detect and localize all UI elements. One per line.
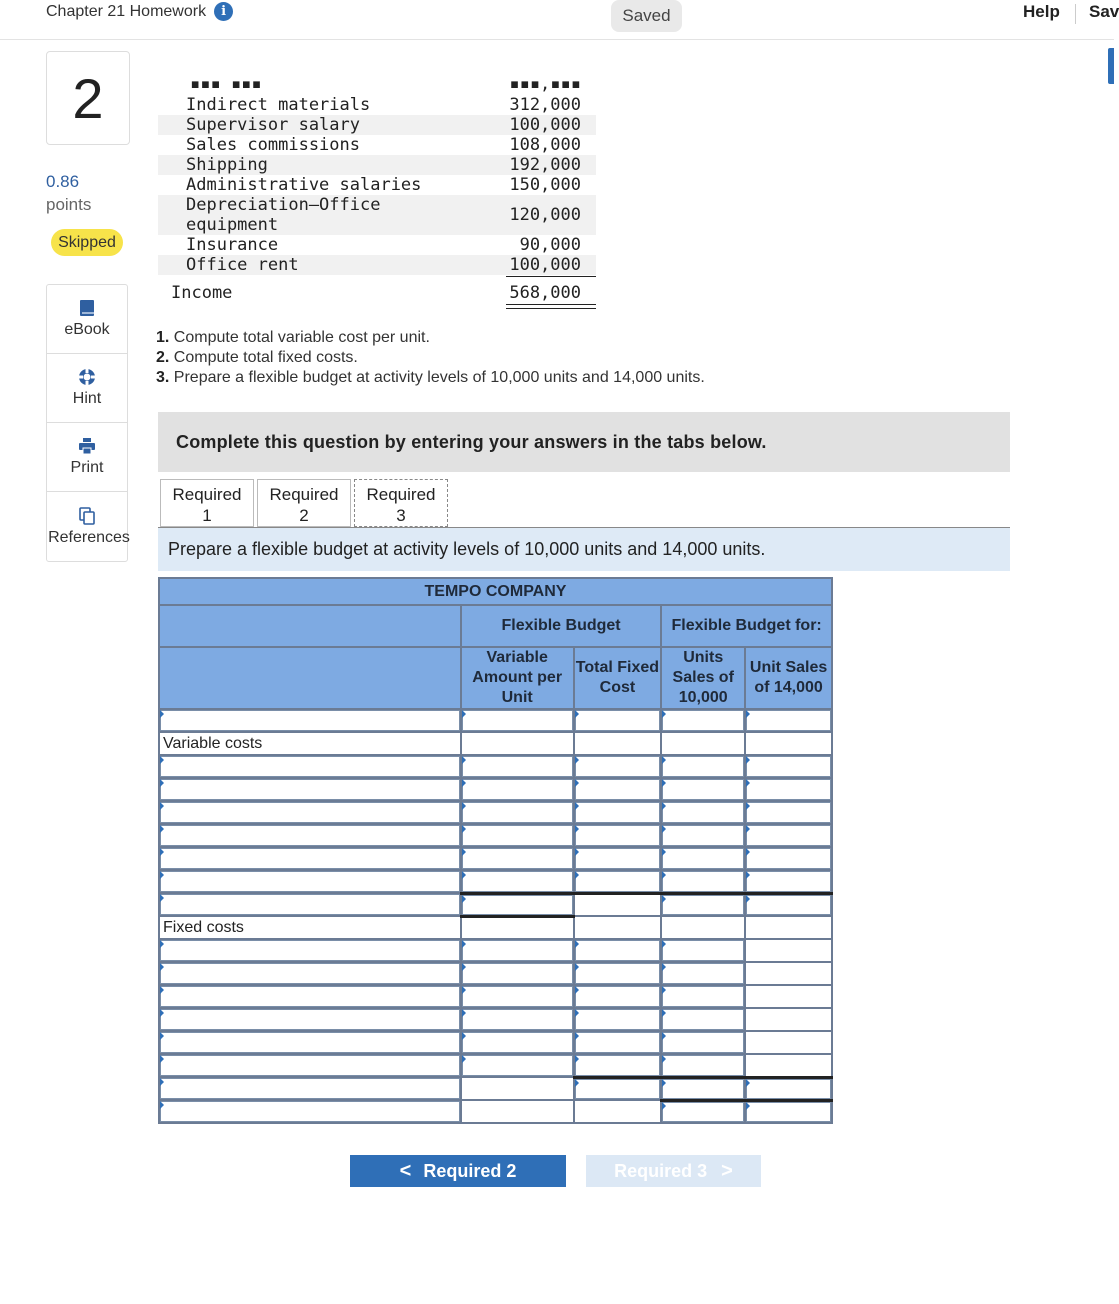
fixed-input[interactable] (574, 755, 662, 778)
help-link[interactable]: Help (1023, 2, 1060, 21)
units-14000-input[interactable] (745, 870, 832, 893)
units-14000-fixed-total-input[interactable] (745, 1077, 832, 1100)
statement-row (158, 255, 596, 275)
tab-required-3[interactable]: Required 3 (354, 479, 448, 527)
points-value: 0.86 (46, 172, 80, 191)
units-14000-input[interactable] (745, 709, 832, 732)
units-14000-income-input[interactable] (745, 1100, 832, 1123)
cutoff-label: ▪▪▪ ▪▪▪ (190, 74, 262, 94)
variable-input[interactable] (461, 1008, 574, 1031)
empty-cell (461, 916, 574, 939)
ebook-button[interactable] (47, 285, 127, 354)
units-10000-total-input[interactable] (661, 893, 745, 916)
empty-cell (745, 916, 832, 939)
tab-required-1[interactable]: Required 1 (160, 479, 254, 527)
fixed-input[interactable] (574, 1031, 662, 1054)
label-input[interactable] (159, 985, 461, 1008)
variable-input[interactable] (461, 778, 574, 801)
variable-total-input[interactable] (461, 893, 574, 916)
info-icon[interactable]: i (214, 2, 233, 21)
print-button[interactable] (47, 423, 127, 492)
row-label: Indirect materials (186, 95, 371, 115)
label-input[interactable] (159, 824, 461, 847)
units-10000-input[interactable] (661, 870, 745, 893)
printer-icon (78, 437, 96, 455)
row-value: 108,000 (509, 135, 581, 155)
subtotal-underline (506, 276, 596, 277)
empty-cell (745, 1008, 832, 1031)
units-10000-input[interactable] (661, 1031, 745, 1054)
references-button[interactable] (47, 492, 130, 561)
row-label (158, 195, 494, 235)
fixed-input[interactable] (574, 847, 662, 870)
fixed-input[interactable] (574, 939, 662, 962)
check-my-work-edge[interactable] (1108, 48, 1114, 84)
row-label: Administrative salaries (186, 175, 422, 195)
row-label: Office rent (186, 255, 299, 275)
copy-icon (78, 507, 96, 525)
empty-cell (574, 1100, 662, 1123)
col-units-10000: Units Sales of 10,000 (661, 647, 745, 709)
fixed-input[interactable] (574, 1054, 662, 1077)
header-blank (159, 605, 461, 647)
label-input[interactable] (159, 939, 461, 962)
ebook-label: eBook (64, 321, 110, 338)
assignment-title-text: Chapter 21 Homework (46, 2, 207, 20)
empty-cell (461, 1077, 574, 1100)
empty-cell (745, 939, 832, 962)
hint-button[interactable] (47, 354, 127, 423)
units-10000-input[interactable] (661, 847, 745, 870)
label-input[interactable] (159, 709, 461, 732)
units-10000-input[interactable] (661, 985, 745, 1008)
statement-row (158, 195, 596, 235)
fixed-input[interactable] (574, 801, 662, 824)
flexible-budget-table (158, 577, 833, 1124)
variable-input[interactable] (461, 1054, 574, 1077)
statement-row (158, 115, 596, 135)
row-value: 120,000 (509, 205, 581, 225)
next-required-label: Required 3 (614, 1160, 708, 1181)
flexible-budget-header: Flexible Budget (461, 605, 662, 647)
company-name: TEMPO COMPANY (159, 578, 832, 605)
empty-cell (574, 916, 662, 939)
top-bar (0, 0, 1119, 40)
chevron-left-icon: < (399, 1159, 412, 1182)
label-input[interactable] (159, 1031, 461, 1054)
empty-cell (745, 1031, 832, 1054)
statement-row (158, 135, 596, 155)
print-label: Print (70, 459, 104, 476)
empty-cell (574, 893, 662, 916)
units-10000-input[interactable] (661, 755, 745, 778)
label-input[interactable] (159, 801, 461, 824)
row-value: 192,000 (509, 155, 581, 175)
fixed-costs-label: Fixed costs (159, 916, 461, 939)
label-input[interactable] (159, 1100, 461, 1123)
variable-input[interactable] (461, 1031, 574, 1054)
fixed-input[interactable] (574, 824, 662, 847)
tab-instruction: Prepare a flexible budget at activity levels of 10,000 units and 14,000 units. (158, 528, 1010, 571)
statement-row (158, 95, 596, 115)
units-10000-input[interactable] (661, 824, 745, 847)
label-input[interactable] (159, 755, 461, 778)
units-14000-input[interactable] (745, 824, 832, 847)
label-input[interactable] (159, 1054, 461, 1077)
empty-cell (661, 916, 745, 939)
label-input[interactable] (159, 847, 461, 870)
assignment-title (46, 2, 233, 21)
fixed-input[interactable] (574, 870, 662, 893)
row-label: Sales commissions (186, 135, 360, 155)
empty-cell (661, 732, 745, 755)
units-14000-input[interactable] (745, 847, 832, 870)
status-badge: Skipped (51, 229, 123, 256)
fixed-total-input[interactable] (574, 1077, 662, 1100)
row-label: Supervisor salary (186, 115, 360, 135)
instruction-2: 2. Compute total fixed costs. (156, 349, 358, 366)
empty-cell (745, 962, 832, 985)
units-14000-input[interactable] (745, 755, 832, 778)
lifebuoy-icon (78, 368, 96, 386)
col-units-14000: Unit Sales of 14,000 (745, 647, 832, 709)
fixed-input[interactable] (574, 985, 662, 1008)
statement-row (158, 175, 596, 195)
label-input[interactable] (159, 1008, 461, 1031)
label-input[interactable] (159, 1077, 461, 1100)
empty-cell (574, 732, 662, 755)
flexible-budget-for-header: Flexible Budget for: (661, 605, 832, 647)
statement-row (158, 235, 596, 255)
prev-required-label: Required 2 (423, 1160, 517, 1181)
units-14000-total-input[interactable] (745, 893, 832, 916)
fixed-input[interactable] (574, 709, 662, 732)
units-14000-input[interactable] (745, 801, 832, 824)
units-10000-input[interactable] (661, 801, 745, 824)
empty-cell (745, 985, 832, 1008)
variable-input[interactable] (461, 824, 574, 847)
tools-panel (46, 284, 128, 562)
col-variable-amount: Variable Amount per Unit (461, 647, 574, 709)
row-value: 100,000 (509, 115, 581, 135)
row-label: Shipping (186, 155, 268, 175)
empty-cell (461, 1100, 574, 1123)
variable-input[interactable] (461, 985, 574, 1008)
row-value: 312,000 (509, 95, 581, 115)
statement-row (158, 155, 596, 175)
variable-input[interactable] (461, 847, 574, 870)
next-required-button[interactable] (586, 1155, 761, 1187)
units-10000-income-input[interactable] (661, 1100, 745, 1123)
empty-cell (745, 732, 832, 755)
references-label: References (48, 528, 130, 546)
row-value: 90,000 (519, 235, 581, 255)
fixed-input[interactable] (574, 778, 662, 801)
row-label-line2: equipment (186, 215, 279, 235)
prev-required-button[interactable] (350, 1155, 566, 1187)
units-10000-input[interactable] (661, 939, 745, 962)
variable-input[interactable] (461, 939, 574, 962)
row-label-line1: Depreciation—Office (186, 195, 381, 215)
label-input[interactable] (159, 778, 461, 801)
instruction-1: 1. Compute total variable cost per unit. (156, 329, 430, 346)
income-row (158, 283, 596, 303)
chevron-right-icon: > (721, 1159, 733, 1182)
saved-status: Saved (611, 0, 682, 32)
points-label: points (46, 195, 92, 214)
units-10000-input[interactable] (661, 709, 745, 732)
row-value: 150,000 (509, 175, 581, 195)
cutoff-value: ▪▪▪,▪▪▪ (509, 74, 581, 94)
variable-costs-label: Variable costs (159, 732, 461, 755)
label-input[interactable] (159, 962, 461, 985)
instructions (156, 328, 705, 388)
fixed-input[interactable] (574, 962, 662, 985)
variable-input[interactable] (461, 801, 574, 824)
units-10000-input[interactable] (661, 1008, 745, 1031)
units-10000-input[interactable] (661, 778, 745, 801)
header-blank (159, 647, 461, 709)
variable-input[interactable] (461, 962, 574, 985)
variable-input[interactable] (461, 870, 574, 893)
book-icon (78, 299, 96, 317)
income-value: 568,000 (509, 283, 581, 303)
variable-input[interactable] (461, 755, 574, 778)
col-total-fixed: Total Fixed Cost (574, 647, 662, 709)
tab-required-2[interactable]: Required 2 (257, 479, 351, 527)
row-label: Insurance (186, 235, 279, 255)
units-10000-input[interactable] (661, 1054, 745, 1077)
label-input[interactable] (159, 893, 461, 916)
income-label: Income (171, 283, 233, 303)
save-exit-link[interactable]: Sav (1089, 2, 1119, 21)
label-input[interactable] (159, 870, 461, 893)
units-10000-fixed-total-input[interactable] (661, 1077, 745, 1100)
question-number: 2 (46, 51, 130, 145)
complete-question-banner: Complete this question by entering your answers in the tabs below. (158, 412, 1010, 472)
variable-input[interactable] (461, 709, 574, 732)
units-14000-input[interactable] (745, 778, 832, 801)
instruction-3: 3. Prepare a flexible budget at activity levels of 10,000 units and 14,000 units. (156, 369, 705, 386)
divider (1075, 4, 1076, 24)
row-value: 100,000 (509, 255, 581, 275)
fixed-input[interactable] (574, 1008, 662, 1031)
empty-cell (461, 732, 574, 755)
empty-cell (745, 1054, 832, 1077)
total-double-underline (506, 308, 596, 309)
total-double-underline (506, 304, 596, 305)
hint-label: Hint (72, 390, 102, 407)
units-10000-input[interactable] (661, 962, 745, 985)
